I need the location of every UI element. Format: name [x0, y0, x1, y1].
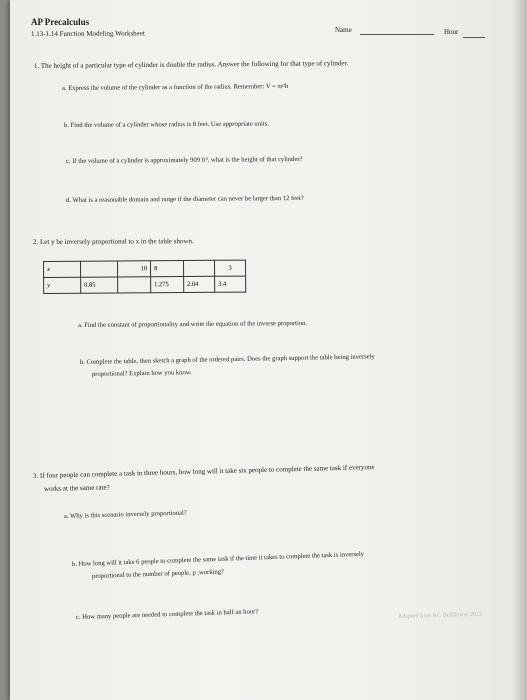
xy-data-table — [43, 260, 246, 294]
table-row-y — [44, 276, 246, 293]
attribution-footer: Adapted from KC Bellflower 2023 — [397, 611, 483, 620]
q1d: d. What is a reasonable domain and range if the diameter can never be larger than 12 feet? — [65, 194, 304, 204]
q1-prompt: 1. The height of a particular type of cylinder is double the radius. Answer the following for that type of cylinder. — [33, 59, 349, 70]
table-cell: 2.04 — [184, 276, 215, 292]
table-cell: 3.4 — [215, 276, 246, 292]
worksheet-page — [10, 0, 527, 700]
q3b: b. How long will it take 6 people to complete the same task if the time it takes to complete the task is inversely — [71, 550, 365, 568]
table-cell: 3 — [214, 260, 245, 276]
name-field-line — [360, 34, 434, 35]
q2b-continued: proportional? Explain how you know. — [91, 369, 192, 378]
table-cell — [118, 277, 151, 293]
q3-prompt-continued: works at the same rate? — [43, 483, 110, 493]
hour-label: Hour — [444, 28, 459, 36]
course-title: AP Precalculus — [31, 17, 90, 27]
q1a: a. Express the volume of the cylinder as a function of the radius. Remember: V = πr²h — [61, 83, 289, 92]
q2b: b. Complete the table, then sketch a graph of the ordered pairs. Does the graph support the table being inversely — [79, 353, 375, 366]
q2-prompt: 2. Let y be inversely proportional to x in the table shown. — [32, 237, 194, 246]
name-label: Name — [335, 26, 352, 34]
hour-field-line — [463, 37, 485, 38]
q3a: a. Why is this scenario inversely proportional? — [63, 509, 187, 520]
table-cell: 0.85 — [81, 277, 118, 293]
x-header: x — [44, 261, 81, 277]
table-cell — [184, 260, 215, 276]
q3-prompt: 3. If four people can complete a task in three hours, how long will it take six people to complete the same task if everyone — [32, 463, 375, 480]
q3b-continued: proportional to the number of people, p ,working? — [91, 568, 225, 580]
q3c: c. How many people are needed to complete the task in half an hour? — [75, 608, 259, 621]
q2a: a. Find the constant of proportionality and write the equation of the inverse proportion. — [77, 320, 308, 329]
page-edge-shadow — [513, 0, 527, 700]
q1c: c. If the volume of a cylinder is approximately 909 ft³, what is the height of that cylinder? — [65, 155, 303, 165]
table-cell: 1.275 — [151, 277, 184, 293]
q1b: b. Find the volume of a cylinder whose radius is 8 feet. Use appropriate units. — [63, 120, 269, 129]
worksheet-title: 1.13-1.14 Function Modeling Worksheet — [30, 29, 145, 38]
table-cell: 10 — [118, 261, 151, 277]
table-row-x — [44, 260, 246, 277]
table-cell: 8 — [151, 261, 184, 277]
y-header: y — [44, 277, 81, 293]
table-cell — [81, 261, 118, 277]
